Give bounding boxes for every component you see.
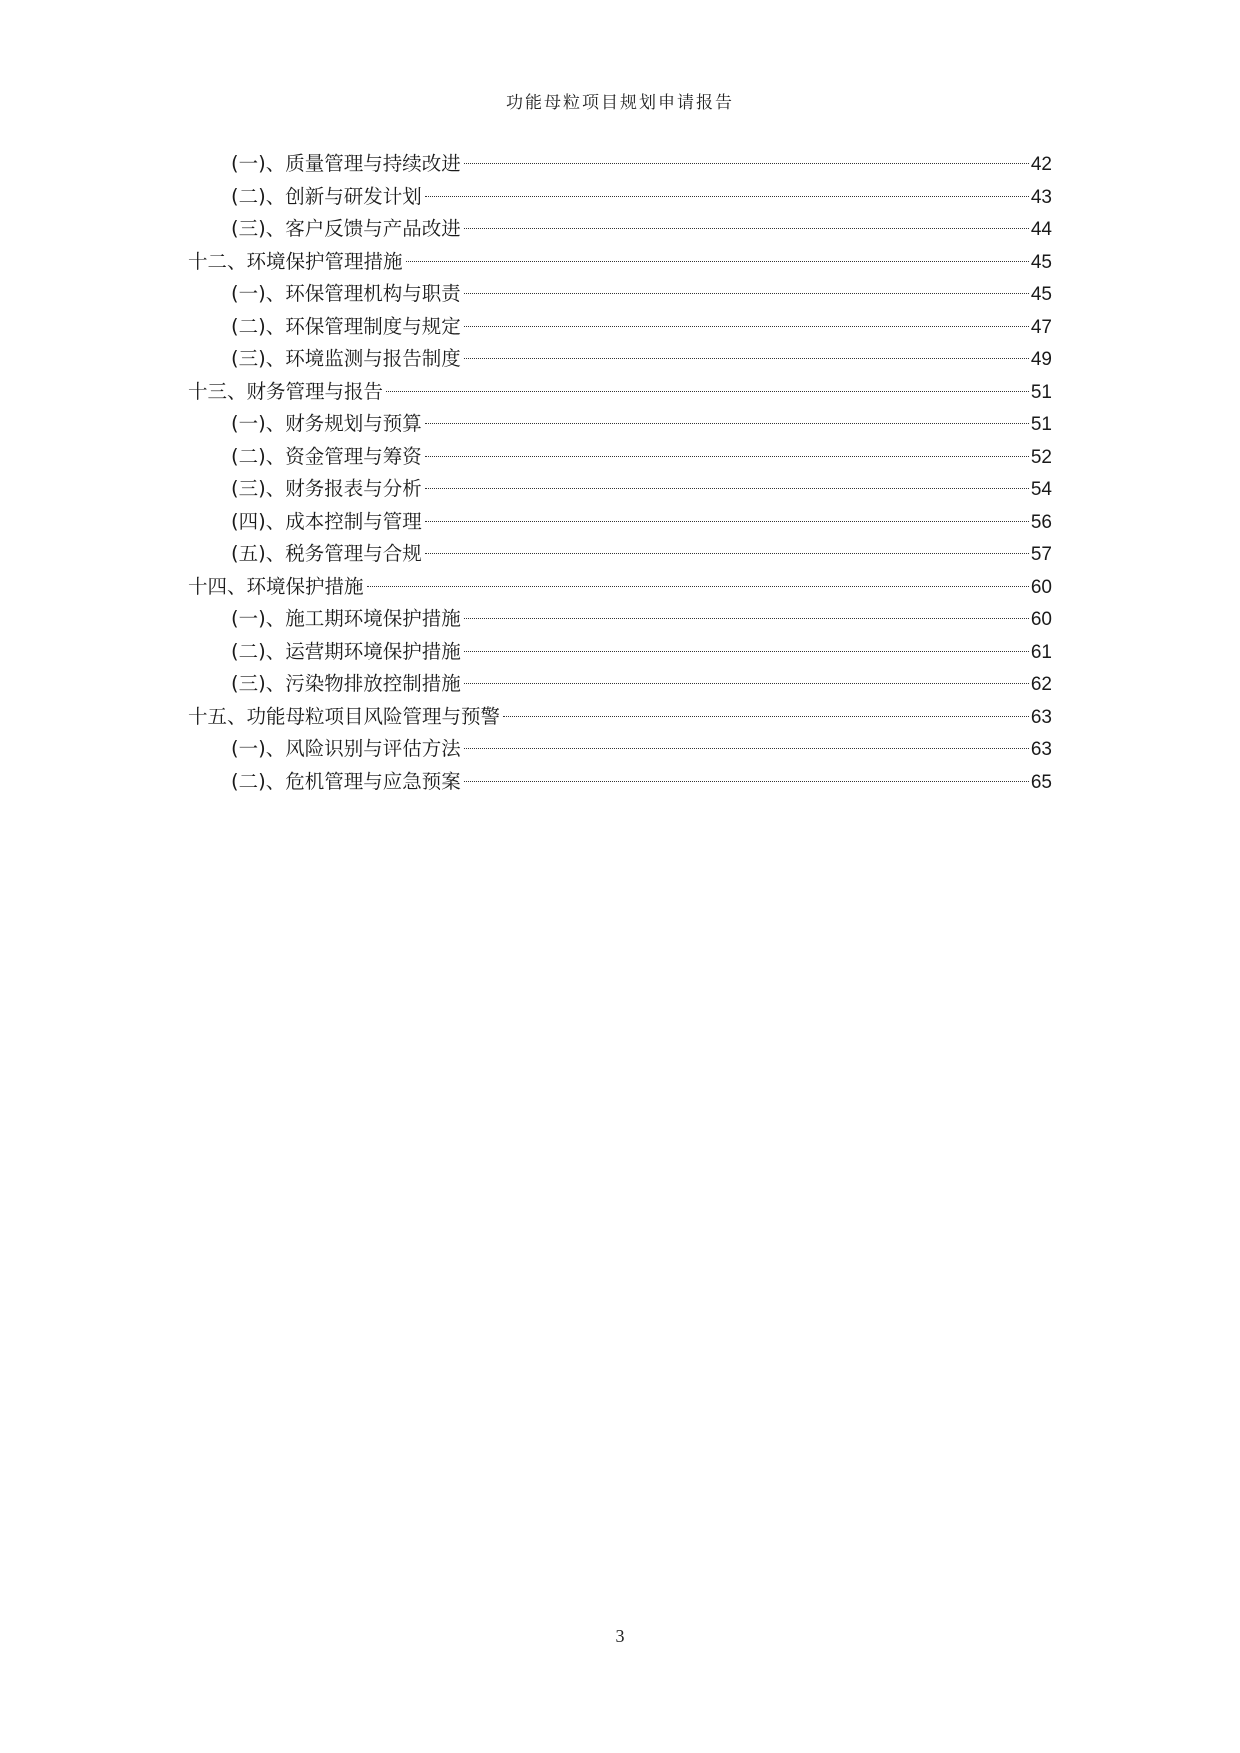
toc-entry[interactable] [188, 278, 1052, 311]
toc-dot-leader [425, 521, 1029, 522]
toc-entry[interactable] [188, 571, 1052, 604]
toc-entry[interactable] [188, 311, 1052, 344]
toc-entry-title: (一)、质量管理与持续改进 [231, 152, 461, 175]
toc-entry-title: 十四、环境保护措施 [188, 574, 364, 598]
toc-entry-page: 42 [1030, 154, 1052, 175]
toc-entry-page: 61 [1030, 641, 1052, 663]
toc-dot-leader [464, 683, 1029, 684]
page-number: 3 [615, 1626, 625, 1646]
toc-entry[interactable] [188, 213, 1052, 246]
toc-dot-leader [425, 553, 1029, 554]
toc-entry[interactable] [188, 636, 1052, 669]
toc-entry[interactable] [188, 408, 1052, 441]
toc-entry[interactable] [188, 441, 1052, 474]
toc-entry-page: 62 [1030, 674, 1052, 695]
toc-dot-leader [464, 781, 1029, 782]
toc-entry-page: 65 [1030, 771, 1052, 793]
toc-entry-page: 43 [1030, 186, 1052, 208]
toc-entry-page: 44 [1030, 219, 1052, 240]
toc-entry-title: (一)、风险识别与评估方法 [231, 737, 461, 760]
toc-entry-page: 45 [1030, 284, 1052, 305]
toc-dot-leader [367, 586, 1029, 587]
toc-entry-title: (四)、成本控制与管理 [231, 509, 422, 533]
toc-entry[interactable] [188, 376, 1052, 409]
toc-entry-page: 45 [1030, 251, 1052, 273]
toc-entry-title: (二)、危机管理与应急预案 [231, 769, 461, 793]
toc-dot-leader [406, 261, 1029, 262]
toc-dot-leader [425, 196, 1029, 197]
page-header-title: 功能母粒项目规划申请报告 [506, 93, 734, 113]
toc-dot-leader [464, 651, 1029, 652]
toc-entry-title: 十五、功能母粒项目风险管理与预警 [188, 704, 501, 728]
toc-entry-page: 51 [1030, 381, 1052, 403]
toc-entry-page: 63 [1030, 739, 1052, 760]
toc-dot-leader [464, 293, 1029, 294]
toc-dot-leader [464, 326, 1029, 327]
toc-entry-page: 51 [1030, 414, 1052, 435]
toc-dot-leader [464, 618, 1029, 619]
toc-entry-title: (三)、环境监测与报告制度 [231, 347, 461, 370]
toc-entry[interactable] [188, 343, 1052, 376]
toc-entry[interactable] [188, 733, 1052, 766]
toc-dot-leader [386, 391, 1029, 392]
toc-entry[interactable] [188, 701, 1052, 734]
toc-entry-title: 十三、财务管理与报告 [188, 379, 384, 403]
toc-entry[interactable] [188, 246, 1052, 279]
toc-dot-leader [425, 423, 1029, 424]
toc-entry-page: 49 [1030, 349, 1052, 370]
toc-entry-page: 52 [1030, 446, 1052, 468]
toc-entry-title: (三)、污染物排放控制措施 [231, 672, 461, 695]
table-of-contents [188, 148, 1052, 798]
toc-entry-title: (一)、财务规划与预算 [231, 412, 422, 435]
toc-entry-page: 60 [1030, 609, 1052, 630]
toc-entry-title: (二)、创新与研发计划 [231, 184, 422, 208]
toc-entry-page: 63 [1030, 706, 1052, 728]
toc-entry-title: (三)、客户反馈与产品改进 [231, 217, 461, 240]
toc-dot-leader [464, 748, 1029, 749]
toc-dot-leader [464, 163, 1029, 164]
toc-dot-leader [503, 716, 1029, 717]
toc-entry-page: 56 [1030, 511, 1052, 533]
toc-entry-page: 54 [1030, 479, 1052, 500]
toc-entry-page: 60 [1030, 576, 1052, 598]
toc-entry-title: (二)、运营期环境保护措施 [231, 639, 461, 663]
toc-entry-title: (一)、施工期环境保护措施 [231, 607, 461, 630]
toc-entry-title: (五)、税务管理与合规 [231, 542, 422, 565]
toc-entry-title: 十二、环境保护管理措施 [188, 249, 403, 273]
toc-entry-title: (二)、环保管理制度与规定 [231, 314, 461, 338]
toc-entry-page: 57 [1030, 544, 1052, 565]
toc-entry[interactable] [188, 506, 1052, 539]
toc-entry[interactable] [188, 473, 1052, 506]
toc-dot-leader [425, 488, 1029, 489]
toc-entry[interactable] [188, 668, 1052, 701]
toc-dot-leader [464, 228, 1029, 229]
toc-dot-leader [464, 358, 1029, 359]
toc-entry[interactable] [188, 148, 1052, 181]
toc-entry[interactable] [188, 603, 1052, 636]
toc-dot-leader [425, 456, 1029, 457]
toc-entry-title: (一)、环保管理机构与职责 [231, 282, 461, 305]
toc-entry-title: (二)、资金管理与筹资 [231, 444, 422, 468]
toc-entry-page: 47 [1030, 316, 1052, 338]
toc-entry[interactable] [188, 766, 1052, 799]
toc-entry-title: (三)、财务报表与分析 [231, 477, 422, 500]
toc-entry[interactable] [188, 181, 1052, 214]
toc-entry[interactable] [188, 538, 1052, 571]
